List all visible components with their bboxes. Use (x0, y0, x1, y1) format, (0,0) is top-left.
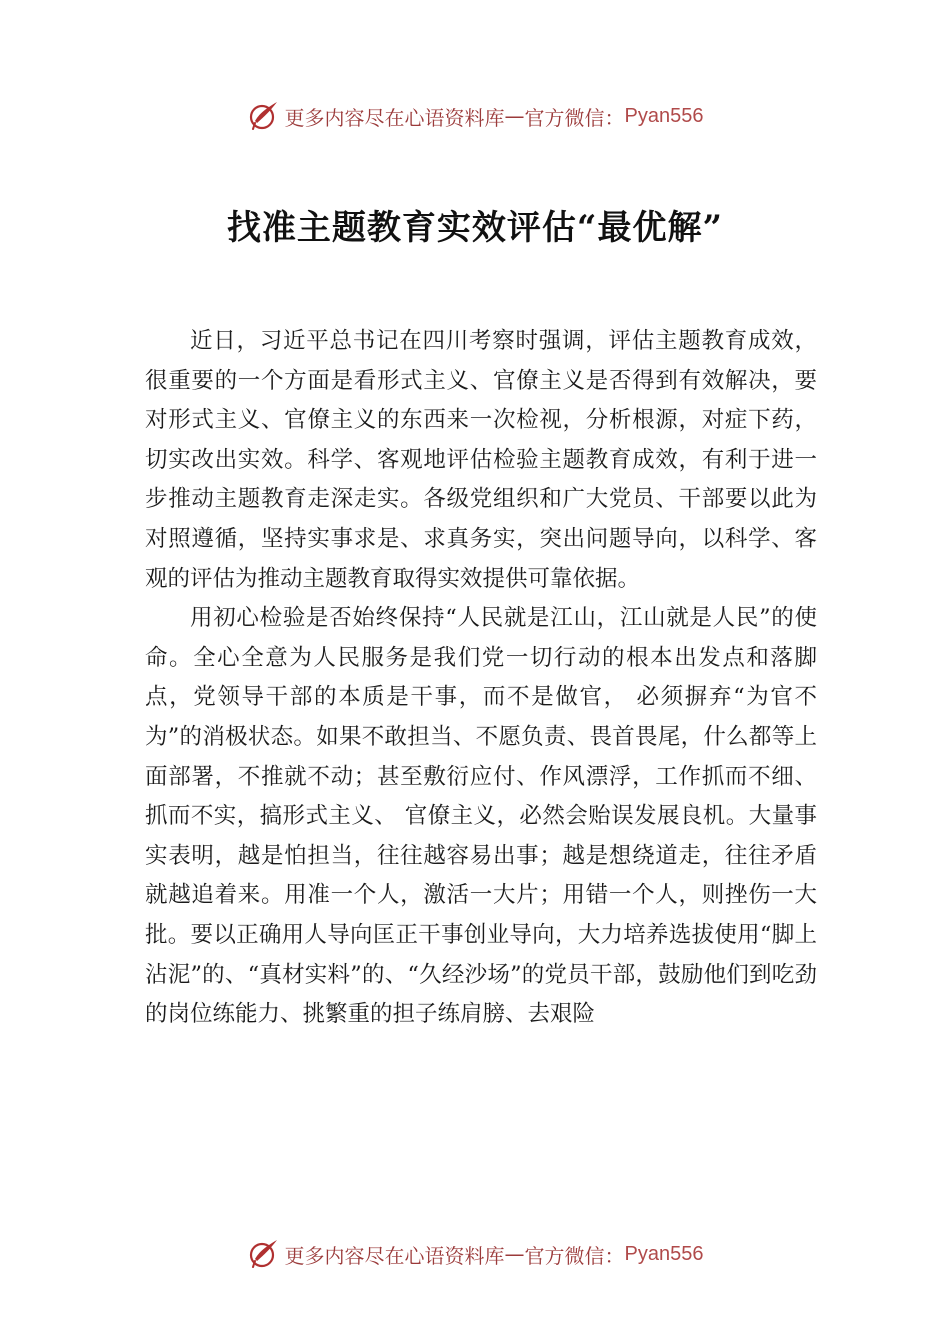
header-banner (0, 96, 950, 136)
quill-logo-icon (247, 1237, 281, 1271)
banner-wechat-label: 官方微信： (524, 1243, 625, 1268)
footer-banner (0, 1234, 950, 1274)
banner-separator: — (504, 104, 525, 128)
banner-brand-text: 更多内容尽在心语资料库 (284, 105, 505, 130)
banner-wechat-label: 官方微信： (524, 105, 625, 130)
banner-wechat-id: Pyan556 (624, 104, 704, 127)
paragraph-1: 近日，习近平总书记在四川考察时强调，评估主题教育成效，很重要的一个方面是看形式主义、官僚主义是否得到有效解决，要对形式主义、官僚主义的东西来一次检视，分析根源，对症下药，切实改出实效。科学、客观地评估检验主题教育成效，有利于进一步推动主题教育走深走实。各级党组织和广大党员、干部要以此为对照遵循，坚持实事求是、求真务实，突出问题导向，以科学、客观的评估为推动主题教育取得实效提供可靠依据。 (145, 328, 817, 592)
paragraph-2: 用初心检验是否始终保持“人民就是江山，江山就是人民”的使命。全心全意为人民服务是我们党一切行动的根本出发点和落脚点，党领导干部的本质是干事，而不是做官， 必须摒弃“为官不为”的消极状态。如果不敢担当、不愿负责、畏首畏尾，什么都等上面部署，不推就不动；甚至敷衍应付、作风漂浮，工作抓而不细、抓而不实，搞形式主义、 官僚主义，必然会贻误发展良机。大量事实表明，越是怕担当，往往越容易出事；越是想绕道走，往往矛盾就越追着来。用准一个人，激活一大片；用错一个人，则挫伤一大批。要以正确用人导向匡正干事创业导向，大力培养选拔使用“脚上沾泥”的、“真材实料”的、“久经沙场”的党员干部，鼓励他们到吃劲的岗位练能力、挑繁重的担子练肩膀、去艰险 (145, 605, 817, 1028)
article-body (145, 322, 817, 1035)
quill-logo-icon (247, 99, 281, 133)
banner-brand-text: 更多内容尽在心语资料库 (284, 1243, 505, 1268)
banner-wechat-id: Pyan556 (624, 1242, 704, 1265)
banner-separator: — (504, 1242, 525, 1266)
article-title: 找准主题教育实效评估“最优解” (226, 208, 724, 248)
